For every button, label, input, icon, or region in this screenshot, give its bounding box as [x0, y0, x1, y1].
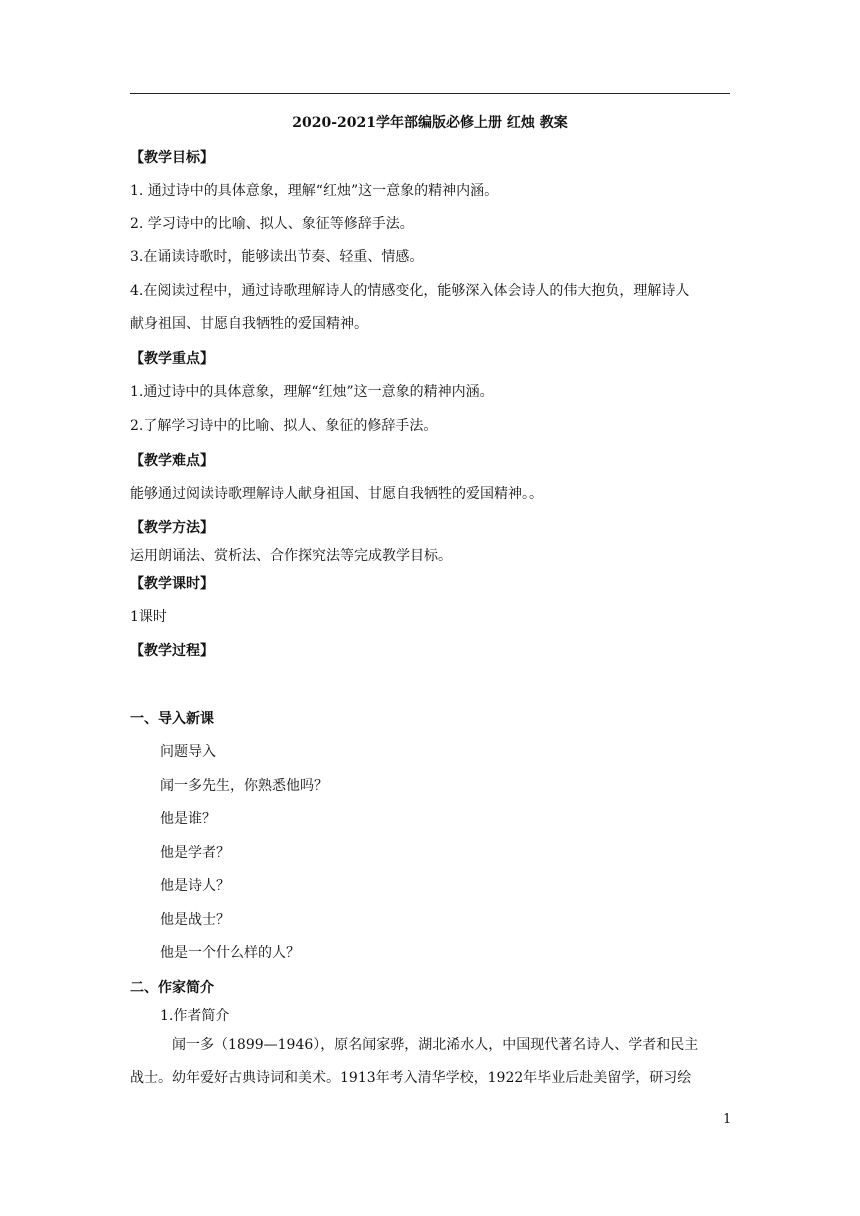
section1-line: 闻一多先生，你熟悉他吗？ [160, 778, 328, 794]
method-heading: 【教学方法】 [130, 520, 214, 536]
objective-4-cont: 献身祖国、甘愿自我牺牲的爱国精神。 [130, 316, 368, 332]
objectives-heading: 【教学目标】 [130, 150, 214, 166]
key-heading: 【教学重点】 [130, 351, 214, 367]
hours-text: 1课时 [130, 609, 167, 625]
document-title: 2020-2021学年部编版必修上册 红烛 教案 [292, 115, 568, 131]
process-heading: 【教学过程】 [130, 643, 214, 659]
section2-heading: 二、作家简介 [130, 980, 214, 996]
key-point-2: 2.了解学习诗中的比喻、拟人、象征的修辞手法。 [130, 418, 438, 434]
difficulty-heading: 【教学难点】 [130, 453, 214, 469]
section1-line: 他是谁？ [160, 811, 216, 827]
key-point-1: 1.通过诗中的具体意象，理解“红烛”这一意象的精神内涵。 [130, 384, 494, 400]
section2-subheading: 1.作者简介 [160, 1008, 230, 1024]
page-number: 1 [723, 1112, 732, 1127]
objective-1: 1. 通过诗中的具体意象，理解“红烛”这一意象的精神内涵。 [130, 183, 499, 199]
objective-2: 2. 学习诗中的比喻、拟人、象征等修辞手法。 [130, 216, 414, 232]
section1-line: 他是战士？ [160, 912, 230, 928]
method-text: 运用朗诵法、赏析法、合作探究法等完成教学目标。 [130, 548, 452, 564]
objective-3: 3.在诵读诗歌时，能够读出节奏、轻重、情感。 [130, 249, 424, 265]
author-bio-line-1: 闻一多（1899—1946），原名闻家骅，湖北浠水人，中国现代著名诗人、学者和民主 [172, 1037, 699, 1053]
section1-heading: 一、导入新课 [130, 711, 214, 727]
header-rule [130, 93, 730, 94]
author-bio-line-2: 战士。幼年爱好古典诗词和美术。1913年考入清华学校，1922年毕业后赴美留学，研习绘 [130, 1070, 692, 1086]
section1-line: 他是诗人？ [160, 878, 230, 894]
difficulty-text: 能够通过阅读诗歌理解诗人献身祖国、甘愿自我牺牲的爱国精神。。 [130, 486, 543, 502]
hours-heading: 【教学课时】 [130, 576, 214, 592]
objective-4: 4.在阅读过程中，通过诗歌理解诗人的情感变化，能够深入体会诗人的伟大抱负，理解诗人 [130, 283, 690, 299]
section1-line: 问题导入 [160, 744, 216, 760]
section1-line: 他是一个什么样的人？ [160, 945, 300, 961]
section1-line: 他是学者？ [160, 845, 230, 861]
